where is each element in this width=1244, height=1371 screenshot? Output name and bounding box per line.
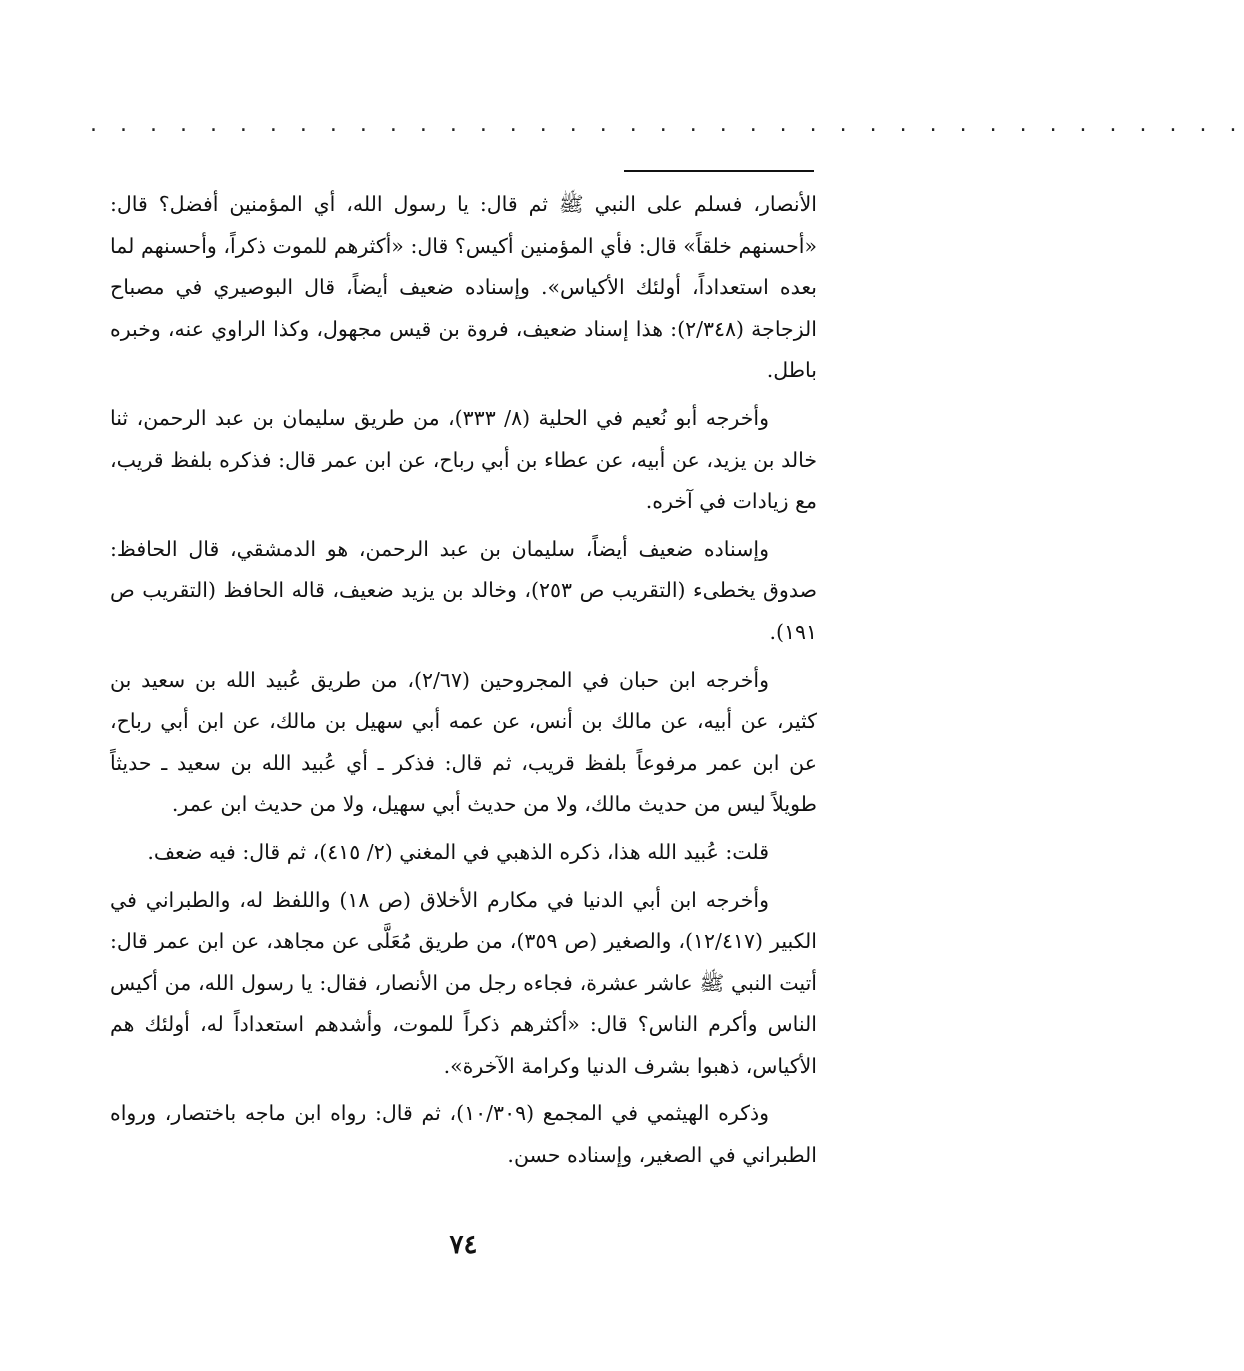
paragraph-1: الأنصار، فسلم على النبي ﷺ ثم قال: يا رسول الله، أي المؤمنين أفضل؟ قال: «أحسنهم خلقاً» قال: فأي المؤمنين أكيس؟ قال: «أكثرهم للموت ذكراً، وأحسنهم لما بعده استعداداً، أولئك الأكياس». وإسناده ضعيف أيضاً، قال البوصيري في مصباح الزجاجة (٢/٣٤٨): هذا إسناد ضعيف، فروة بن قيس مجهول، وكذا الراوي عنه، وخبره باطل. — [110, 192, 817, 383]
page-number: ٧٤ — [449, 1230, 478, 1260]
dotted-separator: . . . . . . . . . . . . . . . . . . . . . . . . . . . . . . . . . . . . . . . — [90, 112, 1244, 137]
paragraph-4: وأخرجه ابن حبان في المجروحين (٢/٦٧)، من طريق عُبيد الله بن سعيد بن كثير، عن أبيه، عن مالك بن أنس، عن عمه أبي سهيل بن مالك، عن ابن أبي رباح، عن ابن عمر مرفوعاً بلفظ قريب، ثم قال: فذكر ـ أي عُبيد الله بن سعيد ـ حديثاً طويلاً ليس من حديث مالك، ولا من حديث أبي سهيل، ولا من حديث ابن عمر. — [110, 667, 817, 817]
paragraph-3: وإسناده ضعيف أيضاً، سليمان بن عبد الرحمن، هو الدمشقي، قال الحافظ: صدوق يخطىء (التقريب ص ٢٥٣)، وخالد بن يزيد ضعيف، قاله الحافظ (التقريب ص ١٩١). — [110, 536, 817, 644]
footnote-rule — [624, 170, 814, 172]
footnote-text — [110, 184, 817, 1183]
paragraph-5: قلت: عُبيد الله هذا، ذكره الذهبي في المغني (٢/ ٤١٥)، ثم قال: فيه ضعف. — [147, 839, 769, 864]
paragraph-6: وأخرجه ابن أبي الدنيا في مكارم الأخلاق (ص ١٨) واللفظ له، والطبراني في الكبير (١٢/٤١٧)، والصغير (ص ٣٥٩)، من طريق مُعَلَّى عن مجاهد، عن ابن عمر قال: أتيت النبي ﷺ عاشر عشرة، فجاءه رجل من الأنصار، فقال: يا رسول الله، من أكيس الناس وأكرم الناس؟ قال: «أكثرهم ذكراً للموت، وأشدهم استعداداً له، أولئك هم الأكياس، ذهبوا بشرف الدنيا وكرامة الآخرة». — [110, 887, 817, 1078]
paragraph-2: وأخرجه أبو نُعيم في الحلية (٨/ ٣٣٣)، من طريق سليمان بن عبد الرحمن، ثنا خالد بن يزيد، عن أبيه، عن عطاء بن أبي رباح، عن ابن عمر قال: فذكره بلفظ قريب، مع زيادات في آخره. — [110, 405, 817, 514]
paragraph-7: وذكره الهيثمي في المجمع (١٠/٣٠٩)، ثم قال: رواه ابن ماجه باختصار، ورواه الطبراني في الصغير، وإسناده حسن. — [110, 1101, 817, 1168]
